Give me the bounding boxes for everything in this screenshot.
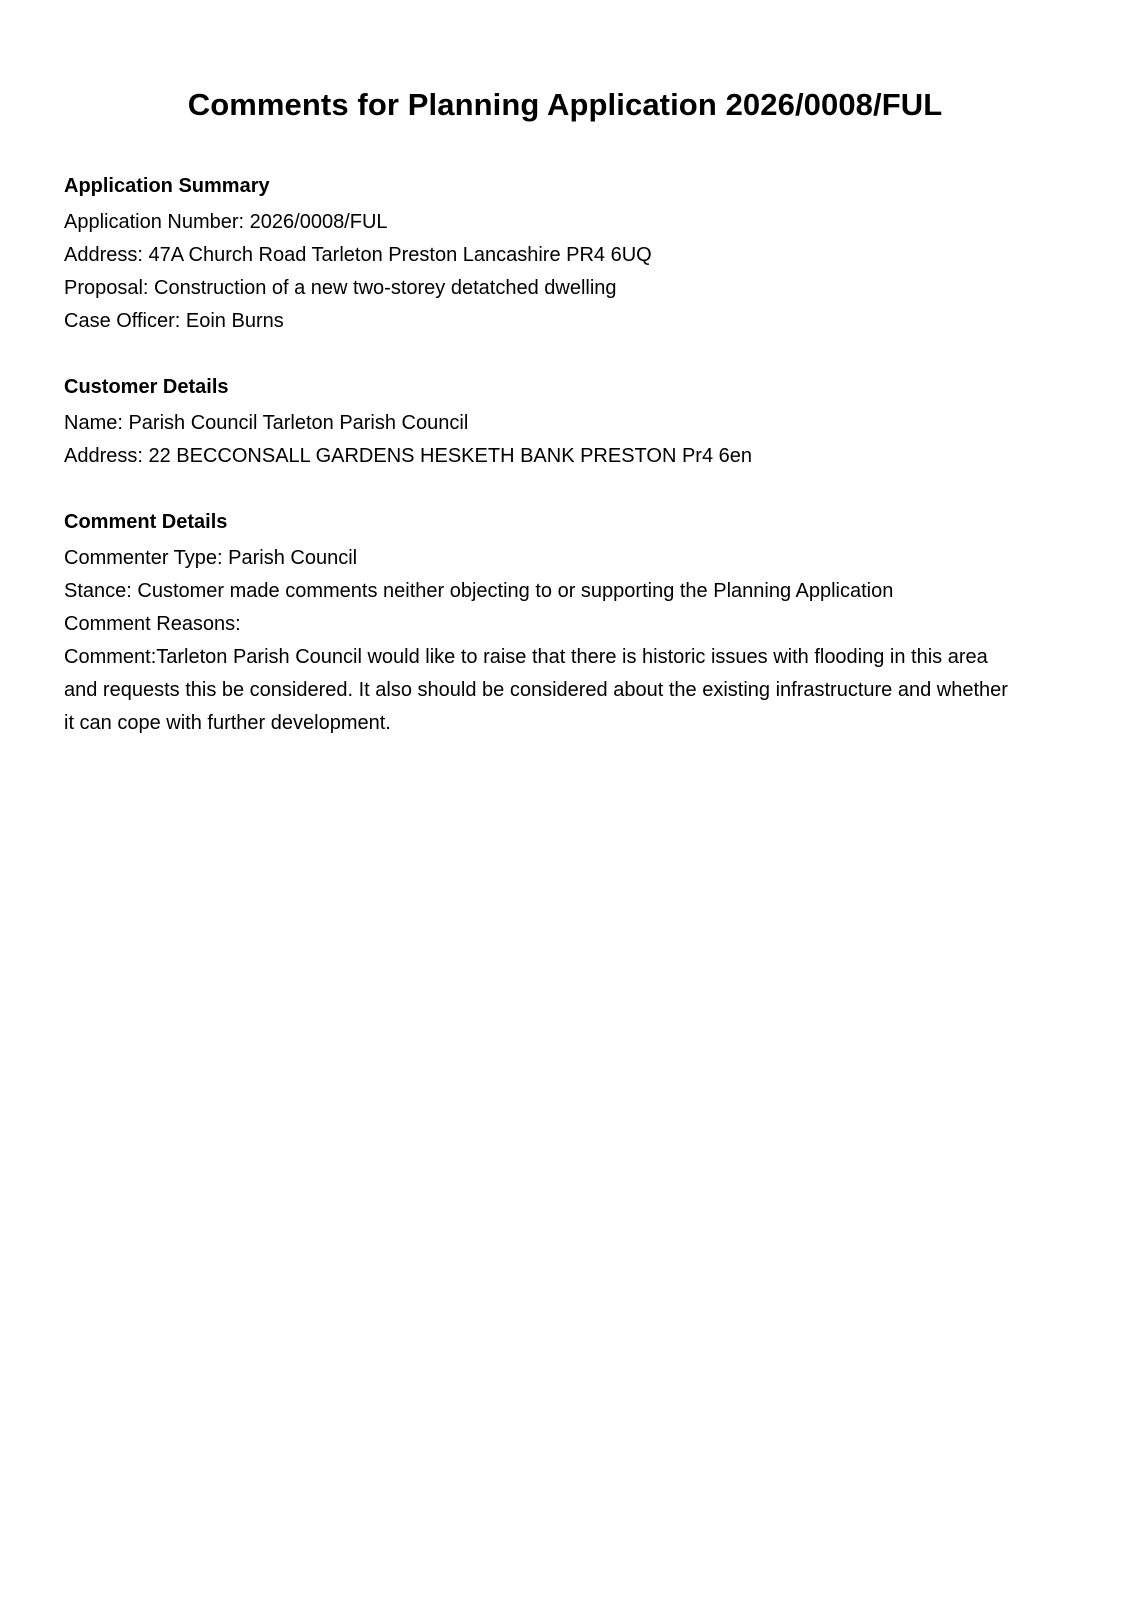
field-comment-text: Comment:Tarleton Parish Council would like to raise that there is historic issues with flooding in this area and requests this be considered. It also should be considered about the existing infrastructure and whether it can cope with further development.: [64, 646, 1008, 735]
field-case-officer: Case Officer: Eoin Burns: [64, 310, 284, 333]
section-comment-details: [64, 507, 1066, 740]
page-title: Comments for Planning Application 2026/0008/FUL: [187, 87, 943, 122]
field-commenter-type: Commenter Type: Parish Council: [64, 547, 358, 570]
field-customer-address: Address: 22 BECCONSALL GARDENS HESKETH BANK PRESTON Pr4 6en: [64, 445, 753, 468]
section-heading: Application Summary: [64, 175, 270, 198]
field-application-number: Application Number: 2026/0008/FUL: [64, 211, 388, 234]
section-heading: Customer Details: [64, 376, 229, 399]
field-customer-name: Name: Parish Council Tarleton Parish Council: [64, 412, 469, 435]
field-stance: Stance: Customer made comments neither objecting to or supporting the Planning Application: [64, 580, 894, 603]
field-address: Address: 47A Church Road Tarleton Preston Lancashire PR4 6UQ: [64, 244, 652, 267]
section-customer-details: [64, 372, 1066, 473]
field-comment-reasons: Comment Reasons:: [64, 613, 241, 636]
section-application-summary: [64, 171, 1066, 338]
document-body: [0, 171, 1130, 740]
field-proposal: Proposal: Construction of a new two-storey detatched dwelling: [64, 277, 617, 300]
section-heading: Comment Details: [64, 511, 228, 534]
